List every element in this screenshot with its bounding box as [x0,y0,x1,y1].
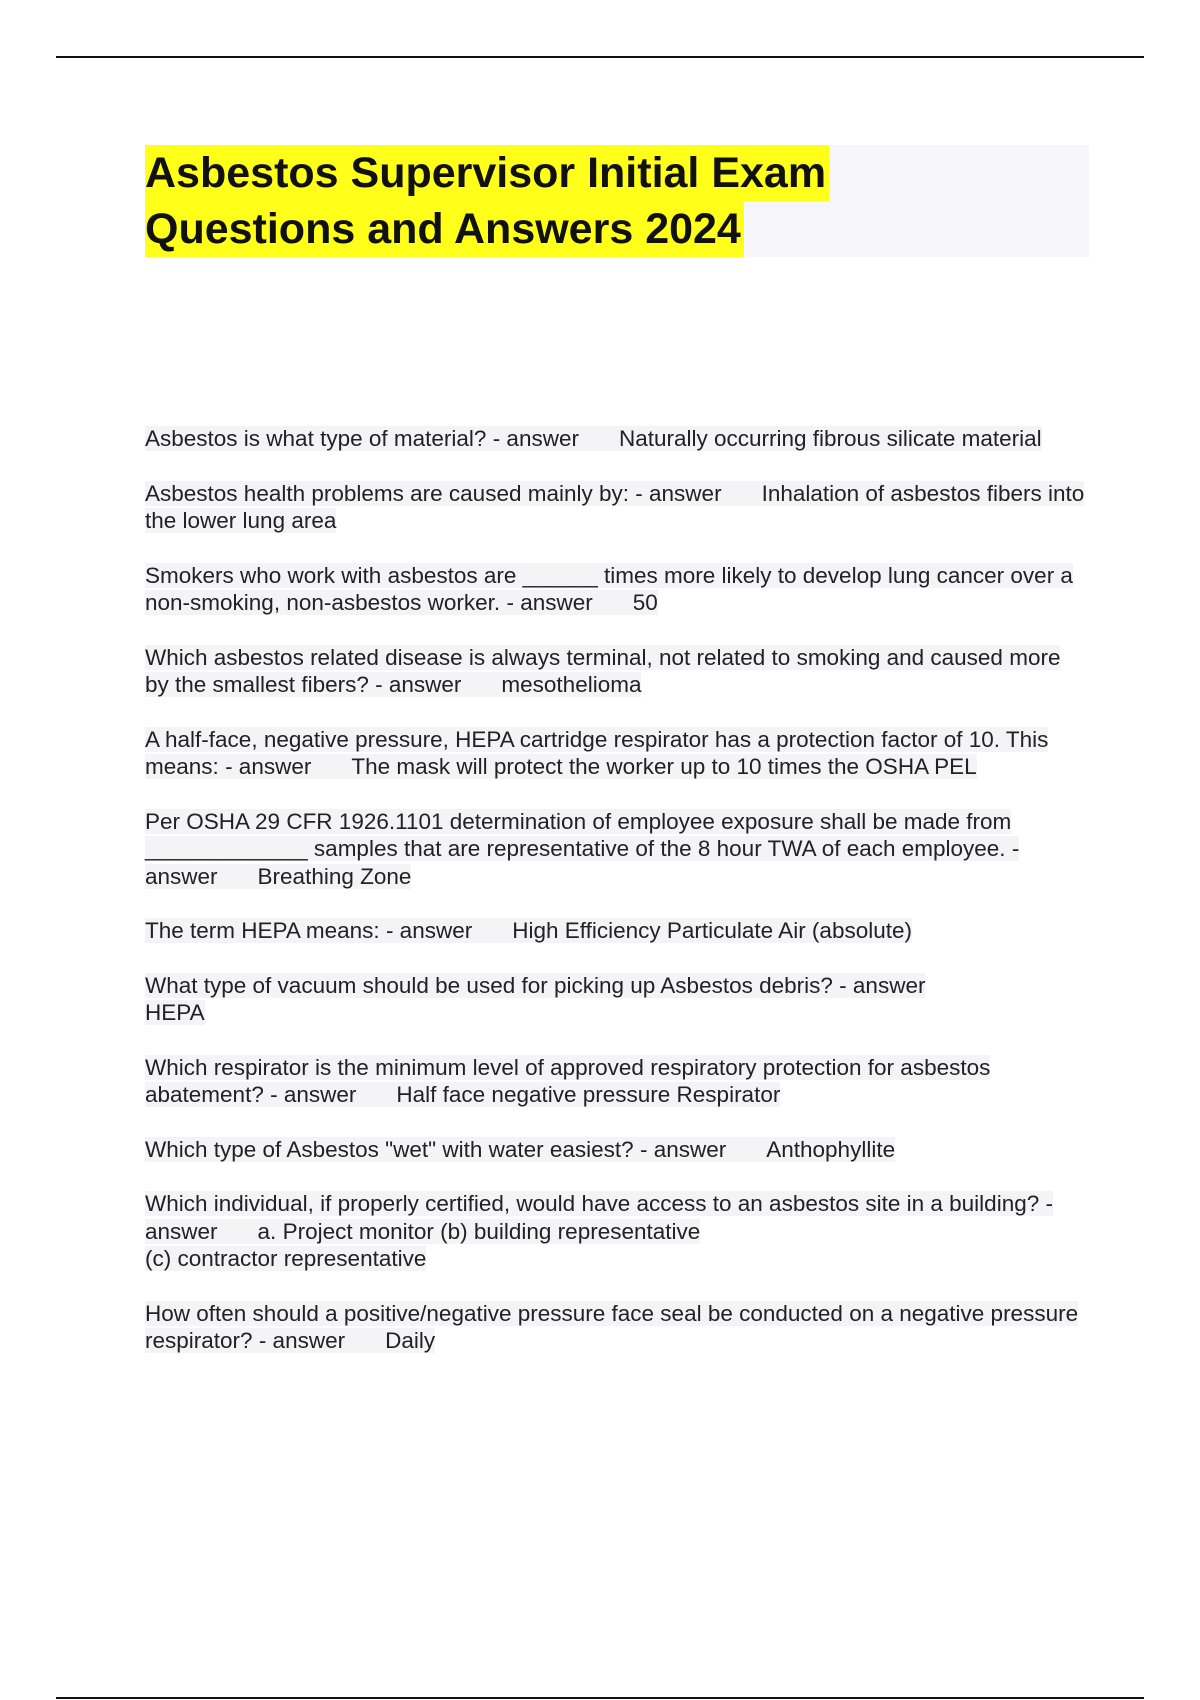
question-text: Which type of Asbestos "wet" with water easiest? [145,1136,634,1162]
question-text: Per OSHA 29 CFR 1926.1101 determination of employee exposure shall be made from _____________ samples that are representative of the 8 hour TWA of each employee. [145,808,1012,861]
answer-marker: - answer [839,972,926,998]
qa-item [145,1190,1090,1273]
qa-list [145,425,1090,1382]
qa-item [145,917,1090,945]
question-text: How often should a positive/negative pressure face seal be conducted on a negative pressure respirator? [145,1300,1079,1353]
answer-text: Daily [385,1328,436,1353]
answer-text: Breathing Zone [257,863,412,889]
answer-text: HEPA [145,1000,205,1025]
qa-item [145,480,1090,535]
qa-item [145,972,1090,1027]
answer-text: Inhalation of asbestos fibers into the lower lung area [145,480,1085,533]
answer-marker: - answer [506,590,593,615]
qa-item [145,562,1090,617]
top-rule [56,56,1144,58]
answer-marker: - answer [375,672,462,697]
question-text: Asbestos health problems are caused mainly by: [145,480,630,506]
answer-marker: - answer [385,918,473,943]
question-text: Which asbestos related disease is always terminal, not related to smoking and caused more by the smallest fibers? [145,644,1061,697]
answer-marker: - answer [639,1136,727,1162]
question-text: The term HEPA means: [145,918,380,943]
page-title-line-2: Questions and Answers 2024 [145,201,744,257]
qa-item [145,1136,1090,1164]
answer-text: mesothelioma [501,672,642,697]
question-text: Asbestos is what type of material? [145,426,487,451]
answer-text: Naturally occurring fibrous silicate material [618,426,1042,451]
question-text: Which respirator is the minimum level of approved respiratory protection for asbestos abatement? [145,1054,991,1107]
qa-item [145,1300,1090,1355]
qa-item [145,808,1090,891]
page-title-line-1: Asbestos Supervisor Initial Exam [145,145,829,201]
answer-marker: - answer [492,426,579,451]
qa-item [145,425,1090,453]
qa-item [145,644,1090,699]
answer-marker: - answer [225,754,312,779]
answer-marker: - answer [145,836,1020,889]
answer-marker: - answer [270,1082,357,1107]
bottom-rule [56,1697,1144,1699]
qa-item [145,1054,1090,1109]
answer-marker: - answer [635,480,722,506]
title-block [145,145,1089,257]
answer-text-continued: (c) contractor representative [145,1246,427,1271]
answer-text: The mask will protect the worker up to 10 times the OSHA PEL [351,754,977,779]
answer-text: High Efficiency Particulate Air (absolute) [512,918,912,943]
qa-item [145,726,1090,781]
question-text: Smokers who work with asbestos are ______ times more likely to develop lung cancer over a non-smoking, non-asbestos worker. [145,562,1073,615]
answer-text: Anthophyllite [766,1136,896,1162]
answer-text: a. Project monitor (b) building representative [257,1218,701,1244]
answer-marker: - answer [258,1328,346,1353]
question-text: Which individual, if properly certified, would have access to an asbestos site in a building? [145,1191,1040,1216]
answer-text: Half face negative pressure Respirator [396,1082,781,1107]
question-text: A half-face, negative pressure, HEPA cartridge respirator has a protection factor of 10. This means: [145,726,1049,779]
answer-text: 50 [632,590,658,615]
question-text: What type of vacuum should be used for picking up Asbestos debris? [145,972,833,998]
answer-marker: - answer [145,1191,1053,1244]
